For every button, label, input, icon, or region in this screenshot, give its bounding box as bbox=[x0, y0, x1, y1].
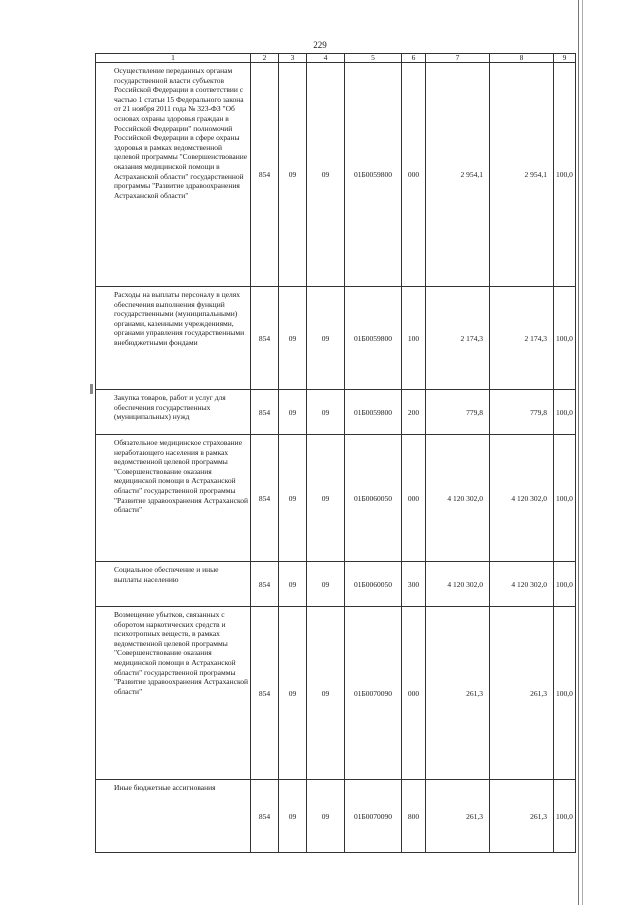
percent: 100,0 bbox=[554, 435, 576, 562]
subsection-code: 09 bbox=[307, 562, 345, 607]
subsection-code: 09 bbox=[307, 63, 345, 287]
sum-actual: 261,3 bbox=[490, 780, 554, 853]
percent: 100,0 bbox=[554, 390, 576, 435]
sum-plan: 4 120 302,0 bbox=[426, 435, 490, 562]
target-article: 01Б0060050 bbox=[345, 435, 402, 562]
expense-type: 000 bbox=[402, 607, 426, 780]
target-article: 01Б0070090 bbox=[345, 780, 402, 853]
row-description: Обязательное медицинское страхование неработающего населения в рамках ведомственной целевой программы "Совершенствование оказания медицинской помощи в Астраханской области" государственной программы "Развитие здравоохранения Астраханской области" bbox=[96, 435, 251, 562]
header-cell: 4 bbox=[307, 54, 345, 63]
subsection-code: 09 bbox=[307, 607, 345, 780]
table-row bbox=[96, 435, 576, 562]
table-row bbox=[96, 390, 576, 435]
ministry-code: 854 bbox=[251, 390, 279, 435]
sum-actual: 779,8 bbox=[490, 390, 554, 435]
target-article: 01Б0059800 bbox=[345, 287, 402, 390]
section-code: 09 bbox=[279, 607, 307, 780]
scan-artifact-mark bbox=[90, 384, 93, 394]
header-cell: 8 bbox=[490, 54, 554, 63]
header-cell: 6 bbox=[402, 54, 426, 63]
ministry-code: 854 bbox=[251, 435, 279, 562]
sum-actual: 4 120 302,0 bbox=[490, 435, 554, 562]
section-code: 09 bbox=[279, 562, 307, 607]
expense-type: 200 bbox=[402, 390, 426, 435]
row-description: Социальное обеспечение и иные выплаты населению bbox=[96, 562, 251, 607]
target-article: 01Б0059800 bbox=[345, 390, 402, 435]
percent: 100,0 bbox=[554, 63, 576, 287]
header-cell: 9 bbox=[554, 54, 576, 63]
expense-type: 100 bbox=[402, 287, 426, 390]
percent: 100,0 bbox=[554, 562, 576, 607]
percent: 100,0 bbox=[554, 607, 576, 780]
section-code: 09 bbox=[279, 287, 307, 390]
percent: 100,0 bbox=[554, 287, 576, 390]
subsection-code: 09 bbox=[307, 435, 345, 562]
subsection-code: 09 bbox=[307, 780, 345, 853]
budget-table bbox=[95, 53, 576, 853]
sum-plan: 261,3 bbox=[426, 780, 490, 853]
percent: 100,0 bbox=[554, 780, 576, 853]
table-row bbox=[96, 287, 576, 390]
expense-type: 300 bbox=[402, 562, 426, 607]
target-article: 01Б0059800 bbox=[345, 63, 402, 287]
table-row bbox=[96, 780, 576, 853]
header-row bbox=[96, 54, 576, 63]
target-article: 01Б0070090 bbox=[345, 607, 402, 780]
sum-plan: 2 954,1 bbox=[426, 63, 490, 287]
sum-plan: 779,8 bbox=[426, 390, 490, 435]
expense-type: 800 bbox=[402, 780, 426, 853]
page-number: 229 bbox=[313, 40, 327, 50]
target-article: 01Б0060050 bbox=[345, 562, 402, 607]
expense-type: 000 bbox=[402, 435, 426, 562]
subsection-code: 09 bbox=[307, 390, 345, 435]
section-code: 09 bbox=[279, 63, 307, 287]
header-cell: 2 bbox=[251, 54, 279, 63]
sum-actual: 4 120 302,0 bbox=[490, 562, 554, 607]
ministry-code: 854 bbox=[251, 562, 279, 607]
scan-artifact-line bbox=[578, 0, 579, 905]
sum-plan: 2 174,3 bbox=[426, 287, 490, 390]
section-code: 09 bbox=[279, 780, 307, 853]
section-code: 09 bbox=[279, 435, 307, 562]
row-description: Расходы на выплаты персоналу в целях обеспечения выполнения функций государственными (муниципальными) органами, казенными учреждениями, органами управления государственными внебюджетными фондами bbox=[96, 287, 251, 390]
table-row bbox=[96, 562, 576, 607]
table-row bbox=[96, 607, 576, 780]
header-cell: 7 bbox=[426, 54, 490, 63]
subsection-code: 09 bbox=[307, 287, 345, 390]
row-description: Осуществление переданных органам государственной власти субъектов Российской Федерации в соответствии с частью 1 статьи 15 Федерального закона от 21 ноября 2011 года № 323-ФЗ "Об основах охраны здоровья граждан в Российской Федерации" полномочий Российской Федерации в сфере охраны здоровья в рамках ведомственной целевой программы "Совершенствование оказания медицинской помощи в Астраханской области" государственной программы "Развитие здравоохранения Астраханской области" bbox=[96, 63, 251, 287]
header-cell: 3 bbox=[279, 54, 307, 63]
table-row bbox=[96, 63, 576, 287]
scan-artifact-line bbox=[582, 0, 583, 905]
ministry-code: 854 bbox=[251, 287, 279, 390]
row-description: Возмещение убытков, связанных с оборотом наркотических средств и психотропных веществ, в рамках ведомственной целевой программы "Совершенствование оказания медицинской помощи в Астраханской области" государственной программы "Развитие здравоохранения Астраханской области" bbox=[96, 607, 251, 780]
sum-actual: 2 174,3 bbox=[490, 287, 554, 390]
sum-plan: 4 120 302,0 bbox=[426, 562, 490, 607]
sum-actual: 2 954,1 bbox=[490, 63, 554, 287]
ministry-code: 854 bbox=[251, 63, 279, 287]
expense-type: 000 bbox=[402, 63, 426, 287]
header-cell: 1 bbox=[96, 54, 251, 63]
sum-plan: 261,3 bbox=[426, 607, 490, 780]
sum-actual: 261,3 bbox=[490, 607, 554, 780]
ministry-code: 854 bbox=[251, 607, 279, 780]
row-description: Иные бюджетные ассигнования bbox=[96, 780, 251, 853]
ministry-code: 854 bbox=[251, 780, 279, 853]
header-cell: 5 bbox=[345, 54, 402, 63]
row-description: Закупка товаров, работ и услуг для обеспечения государственных (муниципальных) нужд bbox=[96, 390, 251, 435]
section-code: 09 bbox=[279, 390, 307, 435]
